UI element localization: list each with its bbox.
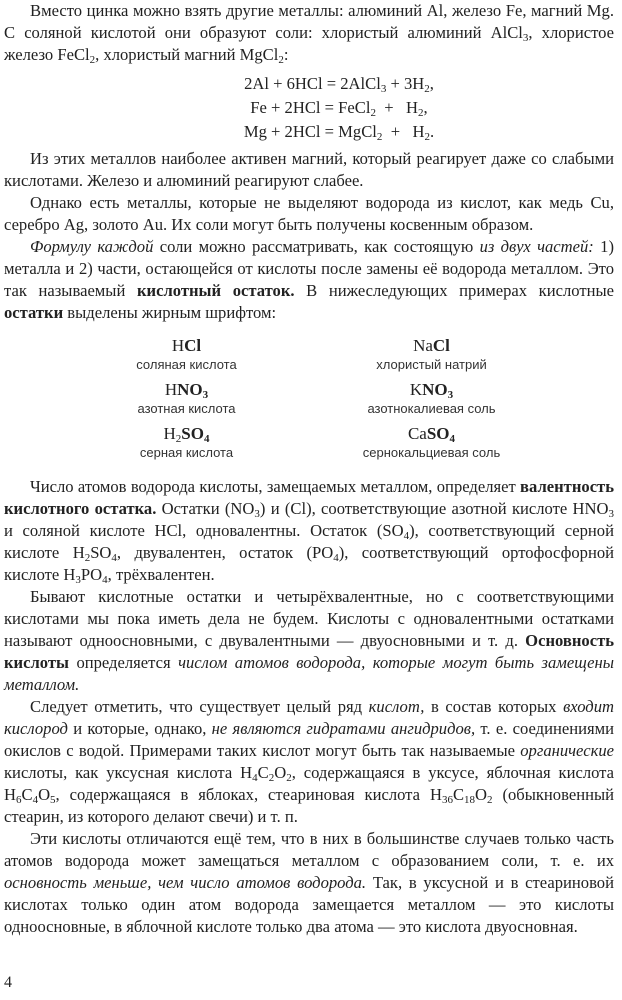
formula-caption: соляная кислота (136, 357, 237, 372)
formula-caption: серная кислота (139, 445, 234, 460)
formula: $H_2SO_4$ (163, 424, 210, 445)
formula: CaSO$_4$ (407, 424, 456, 445)
example-cell (64, 380, 309, 418)
page-number: 4 (4, 974, 12, 991)
equation: 2Al + 6HCl = 2AlCl$_3$ + $3H_2$, (244, 74, 434, 95)
formula: $HNO_3$ (164, 380, 209, 401)
formula-caption: азотнокалиевая соль (367, 401, 496, 416)
example-cell (64, 424, 309, 462)
formula: HCl (171, 336, 202, 355)
paragraph-2: Из этих металлов наиболее активен магний, который реагирует даже со слабыми кислотами. Железо и алюминий реагируют слабее. (4, 149, 614, 190)
equation: Fe + 2HCl = FeCl$_2$ + $H_2$, (250, 98, 428, 119)
paragraph-1: Вместо цинка можно взять другие металлы: алюминий Al, железо Fe, магний Mg. С соляной кислотой они образуют соли: хлористый алюминий AlCl$_3$, хлористое железо FeCl$_2$, хлористый магний MgCl$_2$: (4, 1, 614, 66)
example-cell (309, 336, 554, 374)
page-text (4, 0, 614, 938)
example-cell (309, 424, 554, 462)
equation: Mg + 2HCl = MgCl$_2$ + $H_2$. (243, 122, 435, 143)
paragraph-8: Эти кислоты отличаются ещё тем, что в них в большинстве случаев только часть атомов водорода может замещаться металлом с образованием соли, т. е. их основность меньше, чем число атомов водорода. Так, в уксусной и в стеариновой кислотах только один атом водорода замещается металлом — это кислоты одноосновные, в яблочной кислоте только два атома — это кислота двуосновная. (4, 829, 614, 936)
paragraph-3: Однако есть металлы, которые не выделяют водорода из кислот, как медь Cu, серебро Ag, золото Au. Их соли могут быть получены косвенным образом. (4, 193, 614, 234)
paragraph-5: Число атомов водорода кислоты, замещаемых металлом, определяет валентность кислотного остатка. Остатки $(NO_3)$ и (Cl), соответствующие азотной кислоте $HNO_3$ и соляной кислоте HCl, одновалентны. Остаток $(SO_4)$, соответствующий серной кислоте $H_2SO_4$, двувалентен, остаток $(PO_4)$, соответствующий ортофосфорной кислоте $H_3PO_4$, трёхвалентен. (4, 477, 615, 586)
formula: $KNO_3$ (409, 380, 454, 401)
formula-caption: хлористый натрий (376, 357, 487, 372)
paragraph-7: Следует отметить, что существует целый ряд кислот, в состав которых входит кислород и которые, однако, не являются гидратами ангидридов, т. е. соединениями окислов с водой. Примерами таких кислот могут быть так называемые органические кислоты, как уксусная кислота $H_4C_2O_2$, содержащаяся в уксусе, яблочная кислота $H_6C_4O_5$, содержащаяся в яблоках, стеариновая кислота $H_{36}C_{18}O_2$ (обыкновенный стеарин, из которого делают свечи) и т. п. (4, 697, 614, 826)
paragraph-6: Бывают кислотные остатки и четырёхвалентные, но с соответствующими кислотами мы пока иметь дела не будем. Кислоты с одновалентными остатками называют одноосновными, с двувалентными — двуосновными и т. д. Основность кислоты определяется числом атомов водорода, которые могут быть замещены металлом. (4, 587, 614, 694)
formula: NaCl (413, 336, 450, 355)
example-cell (309, 380, 554, 418)
acid-residue-examples (4, 336, 614, 462)
formula-caption: азотная кислота (137, 401, 236, 416)
formula-caption: сернокальциевая соль (362, 445, 501, 460)
example-cell (64, 336, 309, 374)
paragraph-4: Формулу каждой соли можно рассматривать, как состоящую из двух частей: 1) металла и 2) части, остающейся от кислоты после замены её водорода металлом. Это так называемый кислотный остаток. В нижеследующих примерах кислотные остатки выделены жирным шрифтом: (4, 237, 614, 322)
equations-block (4, 72, 614, 144)
